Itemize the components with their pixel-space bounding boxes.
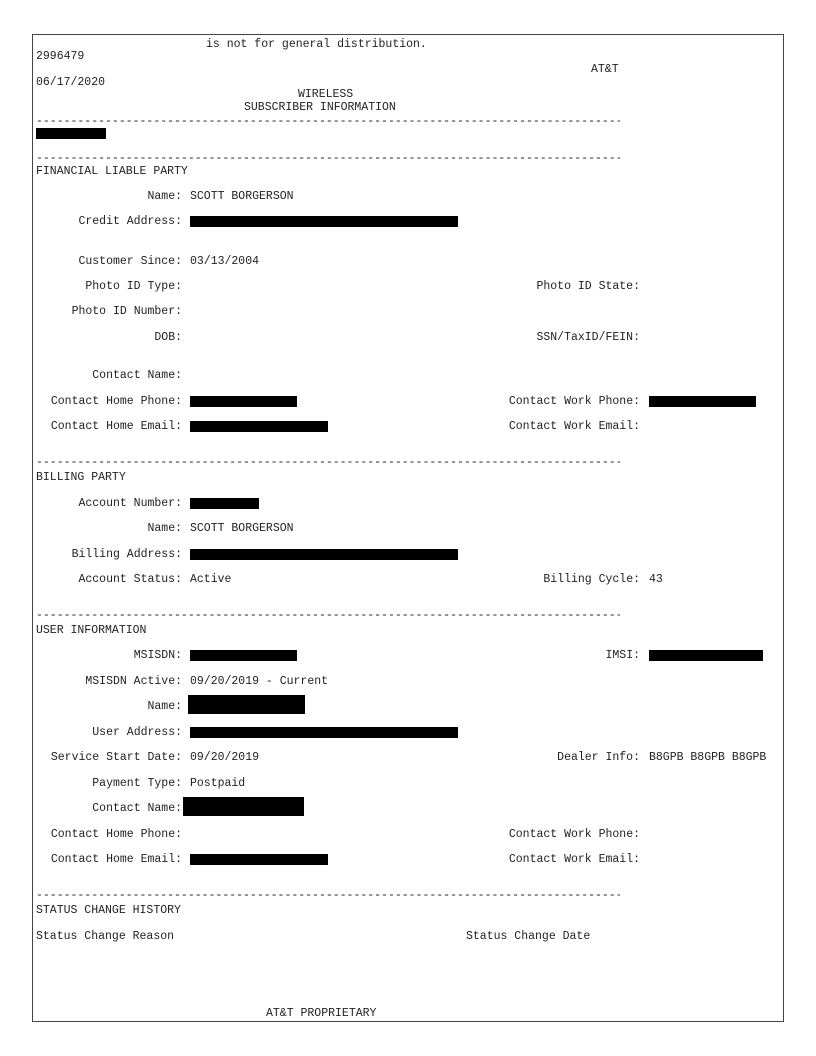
section-title-financial: FINANCIAL LIABLE PARTY (36, 165, 188, 178)
redaction (190, 498, 259, 509)
redaction (190, 421, 328, 432)
report-date: 06/17/2020 (36, 76, 106, 89)
value-account-status: Active (190, 573, 232, 586)
value-billing-name: SCOTT BORGERSON (190, 522, 294, 535)
company-name: AT&T (591, 63, 619, 76)
column-status-change-reason: Status Change Reason (36, 930, 175, 943)
label-billing-name: Name: (147, 522, 182, 535)
label-user-address: User Address: (92, 726, 182, 739)
redaction (190, 650, 297, 661)
section-title-billing: BILLING PARTY (36, 471, 126, 484)
value-msisdn-active: 09/20/2019 - Current (190, 675, 329, 688)
redaction (190, 216, 458, 227)
label-user-contact-work-phone: Contact Work Phone: (508, 828, 640, 841)
label-name: Name: (147, 190, 182, 203)
label-account-number: Account Number: (78, 497, 182, 510)
footer-proprietary: AT&T PROPRIETARY (266, 1007, 377, 1020)
label-user-contact-home-email: Contact Home Email: (50, 853, 182, 866)
label-msisdn-active: MSISDN Active: (85, 675, 182, 688)
separator (36, 154, 620, 164)
separator (36, 458, 620, 468)
label-user-contact-name: Contact Name: (92, 802, 182, 815)
title-wireless: WIRELESS (298, 88, 354, 101)
value-dealer-info: B8GPB B8GPB B8GPB (649, 751, 767, 764)
label-account-status: Account Status: (78, 573, 182, 586)
separator (36, 611, 620, 621)
label-credit-address: Credit Address: (78, 215, 182, 228)
label-contact-home-phone: Contact Home Phone: (50, 395, 182, 408)
separator (36, 117, 620, 127)
redaction (649, 396, 756, 407)
redaction (190, 549, 458, 560)
label-contact-name: Contact Name: (92, 369, 182, 382)
redaction (188, 695, 305, 714)
label-ssn: SSN/TaxID/FEIN: (536, 331, 640, 344)
document-number: 2996479 (36, 50, 85, 63)
label-photo-id-number: Photo ID Number: (71, 305, 182, 318)
value-name: SCOTT BORGERSON (190, 190, 294, 203)
label-contact-home-email: Contact Home Email: (50, 420, 182, 433)
redaction (183, 797, 304, 816)
column-status-change-date: Status Change Date (466, 930, 591, 943)
value-billing-cycle: 43 (649, 573, 663, 586)
distribution-notice: is not for general distribution. (206, 38, 427, 51)
label-user-contact-home-phone: Contact Home Phone: (50, 828, 182, 841)
label-customer-since: Customer Since: (78, 255, 182, 268)
label-dealer-info: Dealer Info: (557, 751, 640, 764)
label-photo-id-type: Photo ID Type: (85, 280, 182, 293)
label-service-start: Service Start Date: (50, 751, 182, 764)
label-billing-address: Billing Address: (71, 548, 182, 561)
label-user-contact-work-email: Contact Work Email: (508, 853, 640, 866)
title-subscriber-information: SUBSCRIBER INFORMATION (244, 101, 396, 114)
separator (36, 891, 620, 901)
value-service-start: 09/20/2019 (190, 751, 260, 764)
label-payment-type: Payment Type: (92, 777, 182, 790)
label-photo-id-state: Photo ID State: (536, 280, 640, 293)
value-payment-type: Postpaid (190, 777, 246, 790)
label-msisdn: MSISDN: (133, 649, 182, 662)
redaction (190, 727, 458, 738)
section-title-status-history: STATUS CHANGE HISTORY (36, 904, 181, 917)
redaction (36, 128, 106, 139)
label-user-name: Name: (147, 700, 182, 713)
section-title-user: USER INFORMATION (36, 624, 147, 637)
redaction (190, 854, 328, 865)
label-imsi: IMSI: (605, 649, 640, 662)
label-billing-cycle: Billing Cycle: (543, 573, 640, 586)
redaction (649, 650, 763, 661)
redaction (190, 396, 297, 407)
label-contact-work-email: Contact Work Email: (508, 420, 640, 433)
value-customer-since: 03/13/2004 (190, 255, 260, 268)
label-contact-work-phone: Contact Work Phone: (508, 395, 640, 408)
label-dob: DOB: (154, 331, 182, 344)
